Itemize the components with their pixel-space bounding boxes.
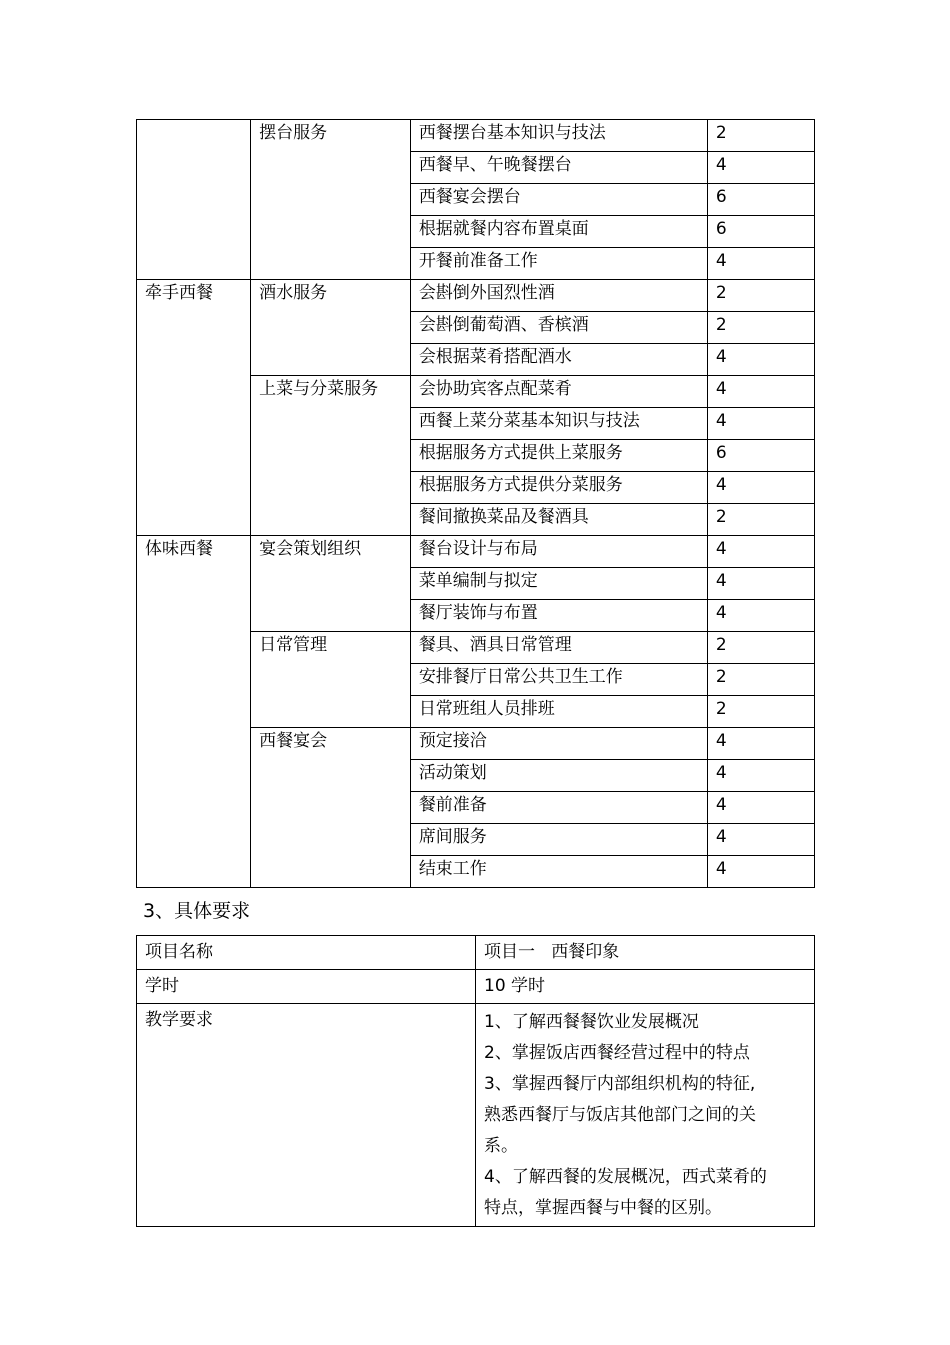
module-name-cell <box>137 120 251 280</box>
section-heading: 3、具体要求 <box>143 900 251 922</box>
content-cell: 餐前准备 <box>410 792 707 824</box>
requirements-table <box>136 935 815 1227</box>
hours-cell: 4 <box>707 376 814 408</box>
hours-cell: 6 <box>707 440 814 472</box>
hours-cell: 4 <box>707 600 814 632</box>
content-cell: 餐台设计与布局 <box>410 536 707 568</box>
content-cell: 日常班组人员排班 <box>410 696 707 728</box>
requirements-label: 教学要求 <box>137 1004 476 1227</box>
table-row <box>137 536 815 568</box>
content-cell: 安排餐厅日常公共卫生工作 <box>410 664 707 696</box>
hours-cell: 6 <box>707 216 814 248</box>
hours-cell: 4 <box>707 248 814 280</box>
task-name-cell: 上菜与分菜服务 <box>251 376 411 536</box>
hours-cell: 4 <box>707 792 814 824</box>
project-name-label: 项目名称 <box>137 936 476 970</box>
hours-value: 10 学时 <box>476 970 815 1004</box>
hours-cell: 4 <box>707 824 814 856</box>
content-cell: 结束工作 <box>410 856 707 888</box>
requirement-line: 2、掌握饭店西餐经营过程中的特点 <box>484 1043 750 1063</box>
task-name-cell: 日常管理 <box>251 632 411 728</box>
content-cell: 根据服务方式提供上菜服务 <box>410 440 707 472</box>
task-name-cell: 宴会策划组织 <box>251 536 411 632</box>
hours-cell: 2 <box>707 280 814 312</box>
hours-cell: 2 <box>707 696 814 728</box>
hours-label: 学时 <box>137 970 476 1004</box>
content-cell: 会斟倒外国烈性酒 <box>410 280 707 312</box>
content-cell: 餐间撤换菜品及餐酒具 <box>410 504 707 536</box>
requirement-line: 1、了解西餐餐饮业发展概况 <box>484 1012 699 1032</box>
content-cell: 西餐宴会摆台 <box>410 184 707 216</box>
content-cell: 西餐摆台基本知识与技法 <box>410 120 707 152</box>
hours-cell: 4 <box>707 760 814 792</box>
hours-cell: 4 <box>707 472 814 504</box>
content-cell: 会协助宾客点配菜肴 <box>410 376 707 408</box>
module-name-cell: 牵手西餐 <box>137 280 251 536</box>
requirement-line: 4、了解西餐的发展概况，西式菜肴的 <box>484 1167 767 1187</box>
project-name-value: 项目一 西餐印象 <box>476 936 815 970</box>
content-cell: 预定接洽 <box>410 728 707 760</box>
content-cell: 根据服务方式提供分菜服务 <box>410 472 707 504</box>
requirement-line: 系。 <box>484 1136 518 1156</box>
hours-row <box>137 970 815 1004</box>
content-cell: 西餐上菜分菜基本知识与技法 <box>410 408 707 440</box>
requirements-row <box>137 1004 815 1227</box>
content-cell: 会斟倒葡萄酒、香槟酒 <box>410 312 707 344</box>
content-cell: 餐具、酒具日常管理 <box>410 632 707 664</box>
hours-cell: 2 <box>707 312 814 344</box>
hours-cell: 2 <box>707 664 814 696</box>
content-cell: 菜单编制与拟定 <box>410 568 707 600</box>
content-cell: 餐厅装饰与布置 <box>410 600 707 632</box>
hours-cell: 4 <box>707 536 814 568</box>
content-cell: 根据就餐内容布置桌面 <box>410 216 707 248</box>
table-row <box>137 280 815 312</box>
hours-cell: 6 <box>707 184 814 216</box>
requirement-line: 3、掌握西餐厅内部组织机构的特征, <box>484 1074 756 1094</box>
hours-cell: 4 <box>707 728 814 760</box>
content-cell: 席间服务 <box>410 824 707 856</box>
content-cell: 活动策划 <box>410 760 707 792</box>
content-cell: 西餐早、午晚餐摆台 <box>410 152 707 184</box>
module-name-cell: 体味西餐 <box>137 536 251 888</box>
requirements-list <box>476 1004 815 1227</box>
hours-cell: 2 <box>707 632 814 664</box>
content-cell: 开餐前准备工作 <box>410 248 707 280</box>
task-name-cell: 酒水服务 <box>251 280 411 376</box>
task-name-cell: 西餐宴会 <box>251 728 411 888</box>
table-row <box>137 120 815 152</box>
hours-cell: 4 <box>707 568 814 600</box>
requirement-line: 特点，掌握西餐与中餐的区别。 <box>484 1198 722 1218</box>
hours-cell: 4 <box>707 856 814 888</box>
project-name-row <box>137 936 815 970</box>
hours-cell: 4 <box>707 344 814 376</box>
content-cell: 会根据菜肴搭配酒水 <box>410 344 707 376</box>
task-name-cell: 摆台服务 <box>251 120 411 280</box>
hours-cell: 4 <box>707 408 814 440</box>
course-schedule-table <box>136 119 815 888</box>
hours-cell: 4 <box>707 152 814 184</box>
requirement-line: 熟悉西餐厅与饭店其他部门之间的关 <box>484 1105 756 1125</box>
hours-cell: 2 <box>707 504 814 536</box>
hours-cell: 2 <box>707 120 814 152</box>
